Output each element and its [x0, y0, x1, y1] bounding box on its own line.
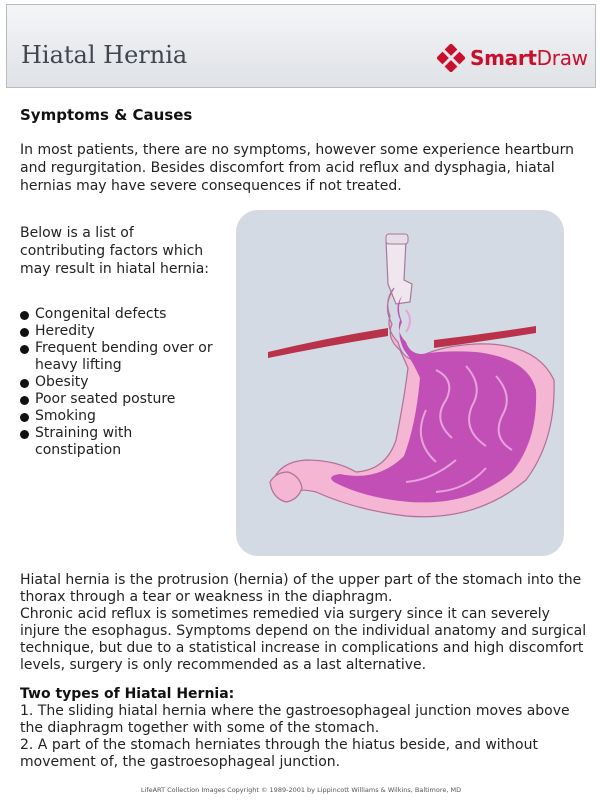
logo-text-smart: Smart: [470, 46, 537, 70]
copyright-notice: LifeART Collection Images Copyright © 1989-2001 by Lippincott Williams & Wilkins, Baltimore, MD: [140, 786, 462, 794]
page-header: [6, 4, 596, 88]
stomach-illustration: [236, 210, 564, 556]
list-item: 1. The sliding hiatal hernia where the gastroesophageal junction moves above the diaphragm together with some of the stomach.: [20, 703, 570, 736]
symptoms-causes-heading: Symptoms & Causes: [20, 106, 193, 124]
logo-text-draw: Draw: [536, 46, 588, 70]
list-item: Poor seated posture: [20, 391, 220, 408]
list-item: Heredity: [20, 323, 220, 340]
body-text: [20, 572, 588, 674]
list-item: Straining with constipation: [20, 425, 220, 459]
smartdraw-logo-icon: [437, 44, 465, 72]
list-item: Smoking: [20, 408, 220, 425]
page-title: Hiatal Hernia: [21, 41, 188, 69]
types-list: [20, 703, 588, 771]
smartdraw-logo: [437, 43, 588, 73]
logo-text: [470, 46, 588, 70]
list-item: Obesity: [20, 374, 220, 391]
factors-intro: Below is a list of contributing factors which may result in hiatal hernia:: [20, 225, 210, 277]
intro-paragraph: In most patients, there are no symptoms, however some experience heartburn and regurgitation. Besides discomfort from acid reflux and dysphagia, hiatal hernias may have severe consequences if not treated.: [20, 142, 575, 194]
diaphragm-left: [268, 328, 388, 358]
esophagus-top: [386, 234, 408, 244]
stomach-drawing: [236, 210, 564, 556]
list-item: Congenital defects: [20, 306, 220, 323]
types-heading: Two types of Hiatal Hernia:: [20, 686, 235, 702]
surgery-paragraph: Chronic acid reflux is sometimes remedied via surgery since it can severely injure the esophagus. Symptoms depend on the individual anatomy and surgical technique, but due to a statistical increase in complications and high discomfort levels, surgery is only recommended as a last alternative.: [20, 606, 587, 673]
list-item: 2. A part of the stomach herniates through the hiatus beside, and without movement of, the gastroesophageal junction.: [20, 737, 538, 770]
list-item: Frequent bending over or heavy lifting: [20, 340, 220, 374]
factors-list: [20, 306, 220, 459]
hernia-definition: Hiatal hernia is the protrusion (hernia) of the upper part of the stomach into the thorax through a tear or weakness in the diaphragm.: [20, 572, 582, 605]
